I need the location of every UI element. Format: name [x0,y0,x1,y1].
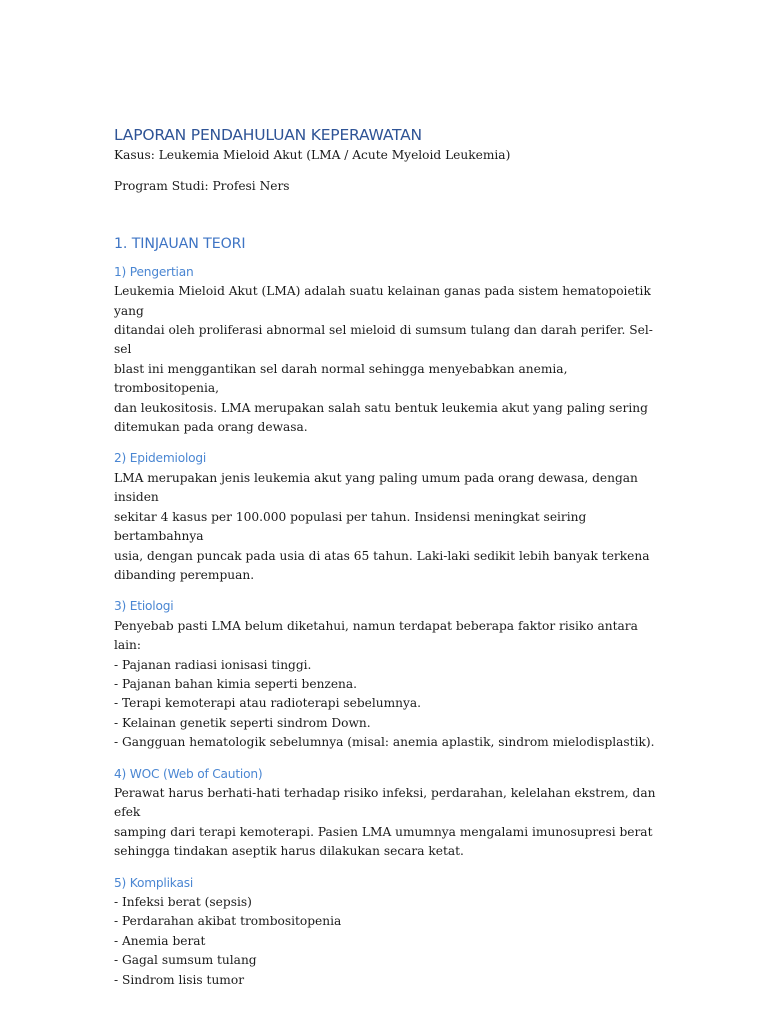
program-line: Program Studi: Profesi Ners [114,179,290,194]
paragraph-line: dan leukositosis. LMA merupakan salah satu bentuk leukemia akut yang paling sering [114,400,648,415]
section-title-tinjauan-teori: 1. TINJAUAN TEORI [114,235,246,252]
list-item: - Sindrom lisis tumor [114,972,245,987]
list-item: - Gagal sumsum tulang [114,953,257,968]
epidemiologi-paragraph [114,469,659,585]
paragraph-line: Leukemia Mieloid Akut (LMA) adalah suatu kelainan ganas pada sistem hematopoietik yang [114,284,651,318]
etiologi-intro: Penyebab pasti LMA belum diketahui, namun terdapat beberapa faktor risiko antara lain: [114,618,638,653]
list-item: - Kelainan genetik seperti sindrom Down. [114,715,371,730]
list-item: - Terapi kemoterapi atau radioterapi sebelumnya. [114,696,422,711]
paragraph-line: sekitar 4 kasus per 100.000 populasi per tahun. Insidensi meningkat seiring bertambahnya [114,509,587,544]
subsection-heading-komplikasi: 5) Komplikasi [114,875,194,890]
subsection-heading-woc: 4) WOC (Web of Caution) [114,766,263,781]
subsection-etiologi [114,597,659,752]
paragraph-line: Perawat harus berhati-hati terhadap risiko infeksi, perdarahan, kelelahan ekstrem, dan efek [114,785,656,820]
woc-paragraph [114,784,659,862]
paragraph-line: usia, dengan puncak pada usia di atas 65 tahun. Laki-laki sedikit lebih banyak terkena [114,548,650,563]
subsection-pengertian [114,263,659,438]
subsection-heading-pengertian: 1) Pengertian [114,264,194,279]
paragraph-line: dibanding perempuan. [114,567,255,582]
subsection-heading-epidemiologi: 2) Epidemiologi [114,451,207,466]
paragraph-line: blast ini menggantikan sel darah normal sehingga menyebabkan anemia, trombositopenia, [114,361,568,396]
case-line: Kasus: Leukemia Mieloid Akut (LMA / Acute Myeloid Leukemia) [114,148,511,162]
list-item: - Perdarahan akibat trombositopenia [114,914,342,929]
subsection-epidemiologi [114,449,659,585]
subsection-woc [114,765,659,862]
list-item: - Pajanan radiasi ionisasi tinggi. [114,657,312,672]
etiologi-risk-list [114,656,659,753]
komplikasi-list [114,893,659,990]
list-item: - Infeksi berat (sepsis) [114,895,252,909]
paragraph-line: LMA merupakan jenis leukemia akut yang paling umum pada orang dewasa, dengan insiden [114,470,638,505]
list-item: - Gangguan hematologik sebelumnya (misal: anemia aplastik, sindrom mielodisplastik). [114,735,655,750]
subsection-komplikasi [114,874,659,990]
paragraph-line: samping dari terapi kemoterapi. Pasien LMA umumnya mengalami imunosupresi berat [114,824,653,839]
list-item: - Anemia berat [114,933,206,948]
pengertian-paragraph [114,282,659,437]
paragraph-line: sehingga tindakan aseptik harus dilakukan secara ketat. [114,844,464,859]
document-page [114,124,659,990]
list-item: - Pajanan bahan kimia seperti benzena. [114,676,358,691]
subsection-heading-etiologi: 3) Etiologi [114,599,174,614]
document-title: LAPORAN PENDAHULUAN KEPERAWATAN [114,126,422,144]
paragraph-line: ditemukan pada orang dewasa. [114,420,308,435]
paragraph-line: ditandai oleh proliferasi abnormal sel mieloid di sumsum tulang dan darah perifer. Sel-sel [114,323,653,357]
